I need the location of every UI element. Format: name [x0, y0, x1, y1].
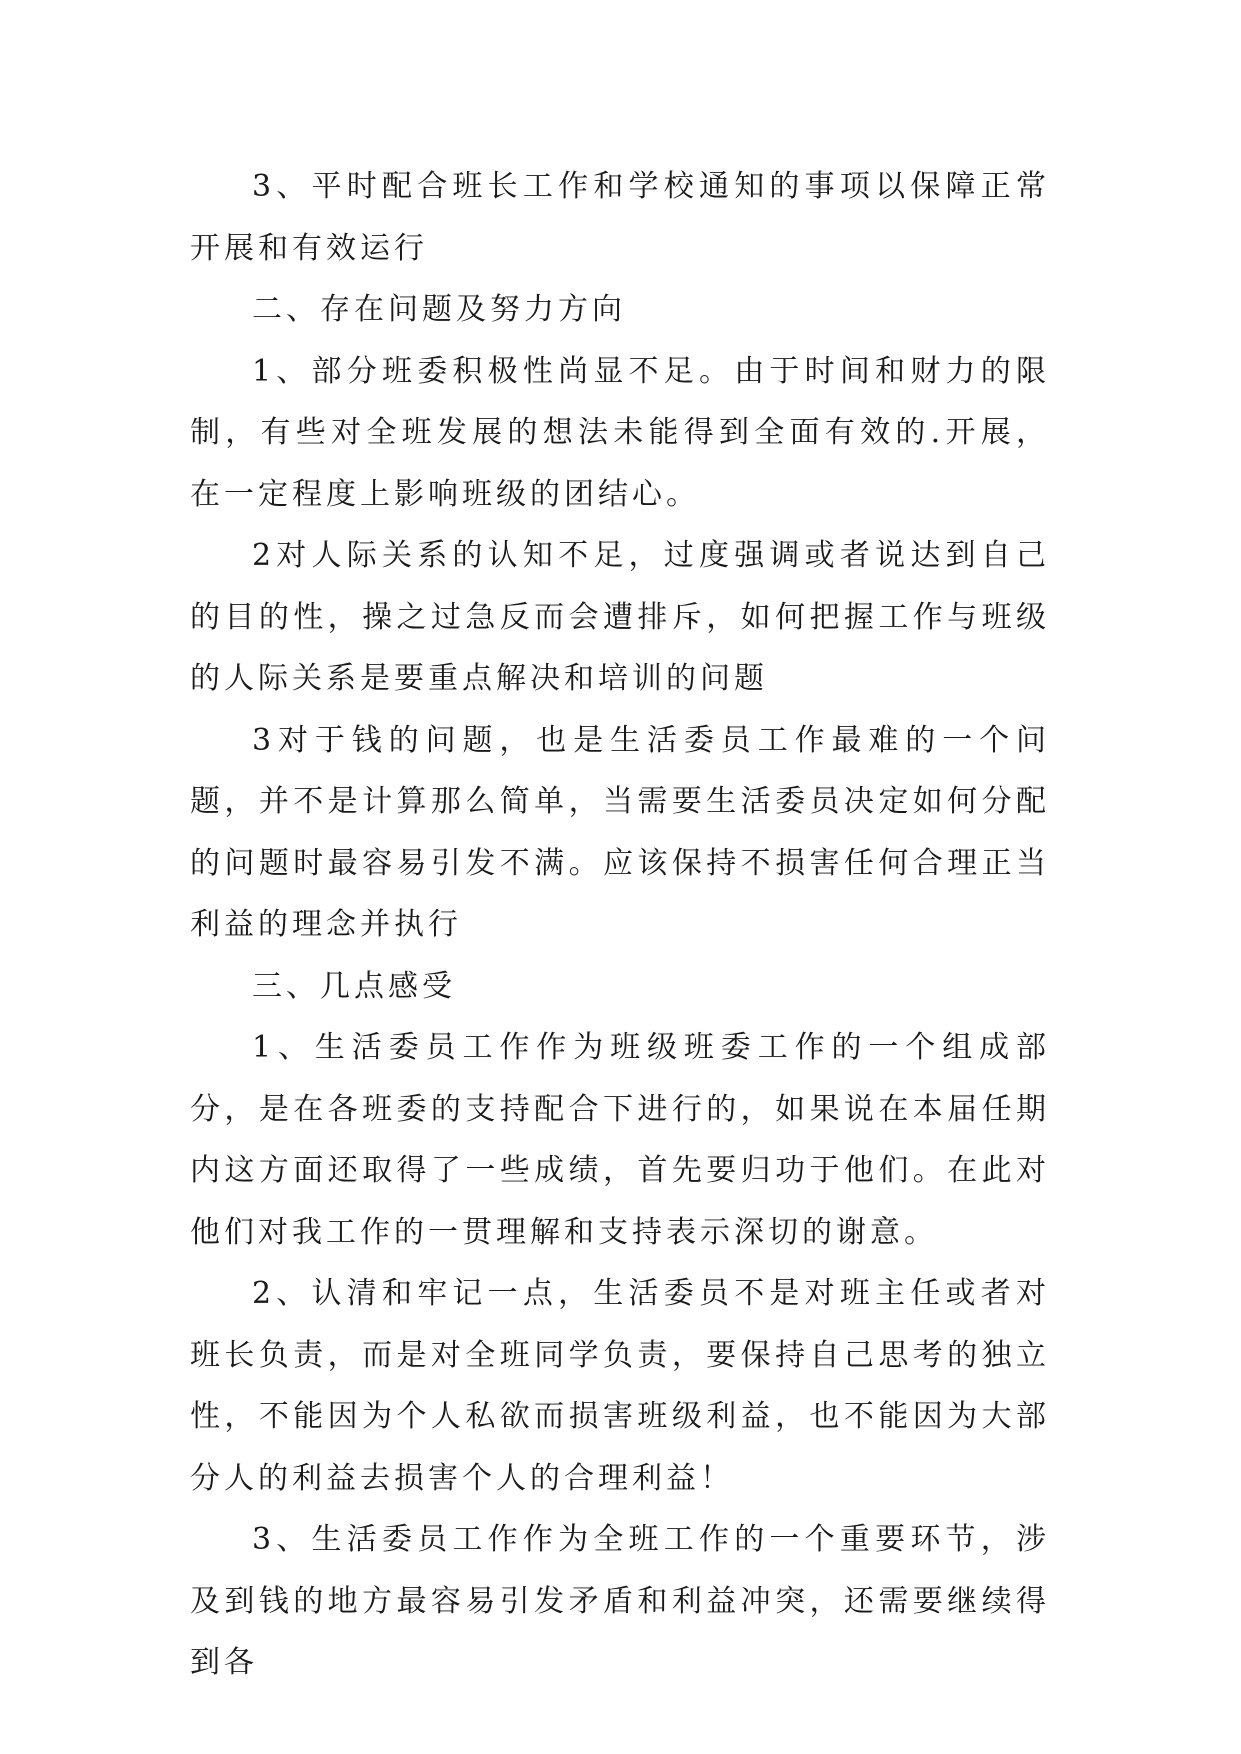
paragraph-item-3-operations: 3、平时配合班长工作和学校通知的事项以保障正常开展和有效运行: [190, 169, 1050, 266]
section-heading-problems: 二、存在问题及努力方向: [252, 292, 626, 327]
paragraph-problem-2: 2对人际关系的认知不足，过度强调或者说达到自己的目的性，操之过急反而会遭排斥，如何把握工作与班级的人际关系是要重点解决和培训的问题: [190, 538, 1050, 696]
paragraph-problem-1: 1、部分班委积极性尚显不足。由于时间和财力的限制，有些对全班发展的想法未能得到全面有效的.开展，在一定程度上影响班级的团结心。: [190, 353, 1050, 512]
paragraph-reflection-2: 2、认清和牢记一点，生活委员不是对班主任或者对班长负责，而是对全班同学负责，要保持自己思考的独立性，不能因为个人私欲而损害班级利益，也不能因为大部分人的利益去损害个人的合理利益！: [190, 1276, 1050, 1496]
document-body: [190, 156, 1050, 1694]
section-heading-reflections: 三、几点感受: [252, 968, 456, 1004]
paragraph-reflection-1: 1、生活委员工作作为班级班委工作的一个组成部分，是在各班委的支持配合下进行的，如果说在本届任期内这方面还取得了一些成绩，首先要归功于他们。在此对他们对我工作的一贯理解和支持表示深切的谢意。: [190, 1030, 1050, 1250]
paragraph-problem-3: 3对于钱的问题，也是生活委员工作最难的一个问题，并不是计算那么简单，当需要生活委员决定如何分配的问题时最容易引发不满。应该保持不损害任何合理正当利益的理念并执行: [190, 722, 1050, 942]
paragraph-reflection-3: 3、生活委员工作作为全班工作的一个重要环节，涉及到钱的地方最容易引发矛盾和利益冲突，还需要继续得到各: [190, 1522, 1050, 1680]
